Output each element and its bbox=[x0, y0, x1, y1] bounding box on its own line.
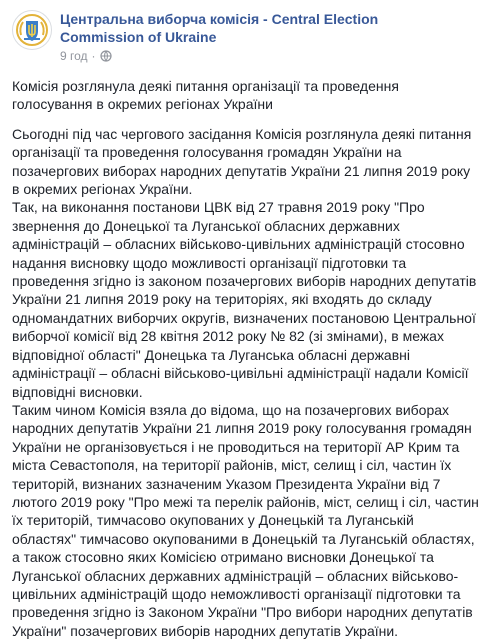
avatar[interactable] bbox=[12, 10, 52, 50]
meta-separator: · bbox=[91, 49, 96, 63]
post-title-paragraph: Комісія розглянула деякі питання організації та проведення голосування в окремих регіонах України bbox=[12, 78, 399, 113]
post-header bbox=[12, 10, 479, 64]
post-content bbox=[12, 77, 479, 640]
globe-icon[interactable] bbox=[100, 50, 112, 62]
post-paragraph: Сьогодні під час чергового засідання Комісія розглянула деякі питання організації та проведення голосування громадян України на позачергових виборах народних депутатів України 21 липня 2019 року в окремих регіонах України. bbox=[12, 125, 472, 198]
post-meta bbox=[60, 48, 380, 64]
post-timestamp[interactable]: 9 год bbox=[60, 49, 88, 63]
post-paragraph: Так, на виконання постанови ЦВК від 27 травня 2019 року "Про звернення до Донецької та Луганської обласних державних адміністрацій – обласних військово-цивільних адміністрацій стосовно надання висновку щодо можливості організації підготовки та проведення згідно із законом позачергових виборів народних депутатів України 21 липня 2019 року на територіях, які входять до складу одномандатних виборчих округів, визначених постановою Центральної виборчої комісії від 28 квітня 2012 року № 82 (зі змінами), в межах відповідної області" Донецька та Луганська обласні державні адміністрації – обласні військово-цивільні адміністрації надали Комісії відповідні висновки. bbox=[12, 199, 477, 400]
page-name-link[interactable]: Центральна виборча комісія - Central Election Commission of Ukraine bbox=[60, 11, 379, 45]
post-header-text bbox=[60, 10, 380, 64]
cec-emblem-icon bbox=[15, 13, 49, 47]
post-paragraph: Таким чином Комісія взяла до відома, що на позачергових виборах народних депутатів України 21 липня 2019 року голосування громадян України не організовується і не проводиться на території АР Крим та міста Севастополя, на території районів, міст, селищ і сіл, частин їх територій, визнаних зазначеним Указом Президента України від 7 лютого 2019 року "Про межі та перелік районів, міст, селищ і сіл, частин їх територій, тимчасово окупованих у Донецькій та Луганській областях" тимчасово окупованими в Донецькій та Луганській областях, а також стосовно яких Комісією отримано висновки Донецької та Луганської обласних державних адміністрацій – обласних військово-цивільних адміністрацій щодо неможливості організації підготовки та проведення згідно із Законом України "Про вибори народних депутатів України" позачергових виборів народних депутатів України. bbox=[12, 401, 479, 639]
